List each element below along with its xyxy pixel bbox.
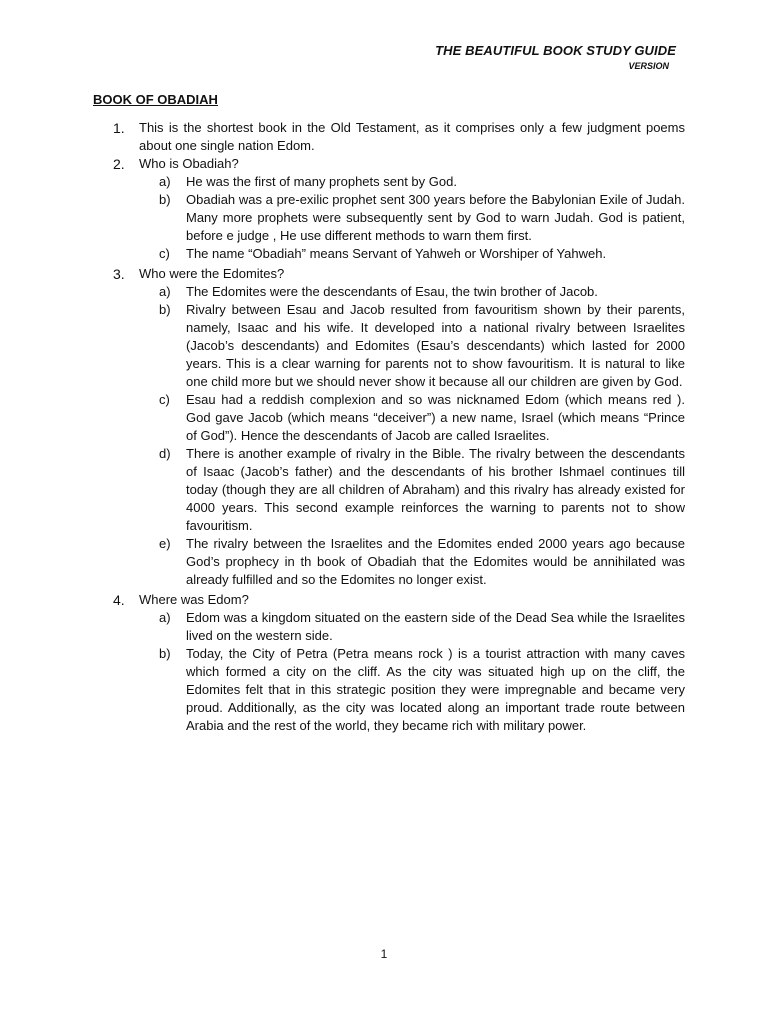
sub-list-item bbox=[159, 283, 685, 301]
sub-item-letter: c) bbox=[159, 392, 170, 407]
list-item bbox=[113, 155, 685, 173]
sub-item-text: Today, the City of Petra (Petra means rock ) is a tourist attraction with many caves which formed a city on the cliff. As the city was situated high up on the cliff, the Edomites felt that in this strategic position they were impregnable and became very proud. Additionally, as the city was located along an important trade route between Arabia and the rest of the world, they became rich with military power. bbox=[186, 646, 685, 733]
list-item-text: Where was Edom? bbox=[139, 592, 249, 607]
sub-list-item bbox=[159, 391, 685, 445]
document-title: BOOK OF OBADIAH bbox=[93, 92, 218, 107]
list-item-number: 1. bbox=[113, 120, 125, 136]
sub-list-item bbox=[159, 535, 685, 589]
sub-item-text: The name “Obadiah” means Servant of Yahweh or Worshiper of Yahweh. bbox=[186, 246, 607, 261]
sub-item-text: Rivalry between Esau and Jacob resulted from favouritism shown by their parents, namely, Isaac and his wife. It developed into a national rivalry between Israelites (Jacob’s descendants) and Edomites (Esau’s descendants) which lasted for 2000 years. This is a clear warning for parents not to show favouritism. It is natural to like one child more but we should never show it because all our children are given by God. bbox=[186, 302, 685, 389]
sub-item-text: Edom was a kingdom situated on the eastern side of the Dead Sea while the Israelites lived on the western side. bbox=[186, 610, 685, 643]
sub-item-letter: a) bbox=[159, 284, 171, 299]
sub-item-letter: b) bbox=[159, 302, 171, 317]
sub-list bbox=[159, 609, 685, 735]
document-body bbox=[113, 119, 685, 737]
sub-item-text: He was the first of many prophets sent by God. bbox=[186, 174, 457, 189]
sub-item-text: Obadiah was a pre-exilic prophet sent 300 years before the Babylonian Exile of Judah. Many more prophets were subsequently sent by God to warn Judah. God is patient, before e judge , He use different methods to warn them first. bbox=[186, 192, 685, 243]
sub-item-letter: b) bbox=[159, 192, 171, 207]
sub-item-text: The Edomites were the descendants of Esau, the twin brother of Jacob. bbox=[186, 284, 598, 299]
sub-item-letter: b) bbox=[159, 646, 171, 661]
sub-list-item bbox=[159, 645, 685, 735]
sub-list-item bbox=[159, 173, 685, 191]
list-item-text: Who were the Edomites? bbox=[139, 266, 285, 281]
sub-item-letter: e) bbox=[159, 536, 171, 551]
sub-item-text: The rivalry between the Israelites and the Edomites ended 2000 years ago because God’s prophecy in th book of Obadiah that the Edomites would be annihilated was already fulfilled and so the Edomites no longer exist. bbox=[186, 536, 685, 587]
list-item bbox=[113, 591, 685, 609]
list-item-number: 2. bbox=[113, 156, 125, 172]
sub-item-text: There is another example of rivalry in the Bible. The rivalry between the descendants of Isaac (Jacob’s father) and the descendants of his brother Ishmael continues till today (though they are all children of Abraham) and this rivalry has already existed for 4000 years. This second example reinforces the warning to parents not to show favouritism. bbox=[186, 446, 685, 533]
sub-item-letter: c) bbox=[159, 246, 170, 261]
sub-list-item bbox=[159, 445, 685, 535]
page-number: 1 bbox=[380, 947, 388, 961]
sub-list-item bbox=[159, 301, 685, 391]
list-item-text: Who is Obadiah? bbox=[139, 156, 239, 171]
sub-list bbox=[159, 173, 685, 263]
list-item bbox=[113, 265, 685, 283]
sub-list bbox=[159, 283, 685, 589]
list-item-text: This is the shortest book in the Old Testament, as it comprises only a few judgment poems about one single nation Edom. bbox=[139, 120, 685, 153]
header-version: VERSION bbox=[628, 61, 669, 71]
list-item-number: 4. bbox=[113, 592, 125, 608]
sub-item-text: Esau had a reddish complexion and so was nicknamed Edom (which means red ). God gave Jacob (which means “deceiver”) a new name, Israel (which means “Prince of God”). Hence the descendants of Jacob are called Israelites. bbox=[186, 392, 685, 443]
header-title: THE BEAUTIFUL BOOK STUDY GUIDE bbox=[435, 43, 676, 58]
list-item-number: 3. bbox=[113, 266, 125, 282]
sub-item-letter: a) bbox=[159, 174, 171, 189]
sub-item-letter: a) bbox=[159, 610, 171, 625]
sub-list-item bbox=[159, 245, 685, 263]
sub-list-item bbox=[159, 609, 685, 645]
list-item bbox=[113, 119, 685, 155]
sub-item-letter: d) bbox=[159, 446, 171, 461]
sub-list-item bbox=[159, 191, 685, 245]
